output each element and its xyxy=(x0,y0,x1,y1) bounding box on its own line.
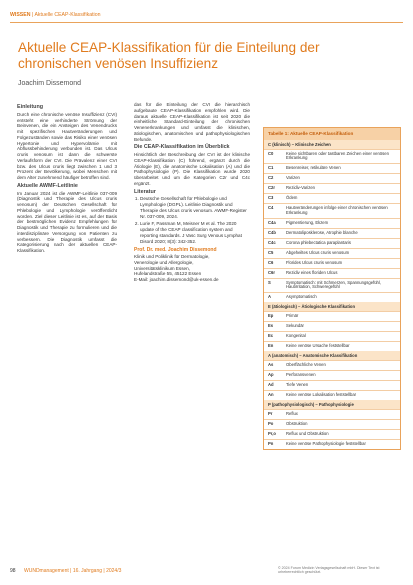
row-code: A xyxy=(268,294,272,300)
table-row xyxy=(264,390,400,400)
table-row xyxy=(264,321,400,331)
row-code: Po xyxy=(268,421,274,427)
paragraph: das für die Einteilung der CVI die hierarchisch aufgebaute CEAP-Klassifikation empfohlen wird. Die daraus aktuelle CEAP-Klassifikation ist seit 2020 die einheitliche Standard-Einteilung der chronischen Venenerkrankungen und umfasst die klinischen, ätiologischen, anatomischen und pathophysiologischen Befunde. xyxy=(134,102,250,142)
table-title: Tabelle 1: Aktuelle CEAP-Klassifikation xyxy=(264,128,400,140)
row-code: C4c xyxy=(268,239,276,245)
header-rule xyxy=(10,22,403,23)
page-number: 98 xyxy=(10,568,16,574)
row-code: Es xyxy=(268,323,274,329)
table-row xyxy=(264,238,400,248)
table-row xyxy=(264,278,400,293)
contact-email: E-Mail: joachim.dissemond@uk-essen.de xyxy=(134,277,219,282)
contact-block xyxy=(134,248,250,283)
table-row xyxy=(264,228,400,238)
row-code: S xyxy=(268,279,271,285)
table-section-header: C (klinisch) – Klinische Zeichen xyxy=(264,140,400,149)
table-row xyxy=(264,203,400,218)
reference-item: 2. Lurie F, Passman M, Meisner M et al. The 2020 update of the CEAP classification system and reporting standards. J Vasc Surg Venous Lymphat Disord 2020; 8(3): 342-352. xyxy=(140,221,250,244)
ceap-table xyxy=(263,127,401,450)
row-description: Rezidiv eines floriden Ulcus xyxy=(286,269,338,275)
row-code: As xyxy=(268,362,274,368)
table-section-header: P (pathophysiologisch) – Pathophysiologie xyxy=(264,400,400,409)
table-row xyxy=(264,268,400,278)
row-code: C2r xyxy=(268,185,275,191)
row-code: Pr,o xyxy=(268,431,276,437)
row-code: Ec xyxy=(268,333,274,339)
row-description: Pigmentierung, Ekzem xyxy=(286,219,329,225)
row-code: Pr xyxy=(268,411,273,417)
table-body xyxy=(264,140,400,450)
row-description: Keine venöse Pathophysiologie feststellbar xyxy=(286,441,366,447)
heading-ceap: Die CEAP-Klassifikation im Überblick xyxy=(134,144,230,151)
heading-literatur: Literatur xyxy=(134,188,156,195)
table-row xyxy=(264,218,400,228)
row-code: An xyxy=(268,392,274,398)
table-row xyxy=(264,183,400,193)
table-section-header: E (ätiologisch) – Ätiologische Klassifikation xyxy=(264,302,400,311)
table-row xyxy=(264,311,400,321)
row-code: C6r xyxy=(268,269,275,275)
row-description: Corona phlebectatica paraplantaris xyxy=(286,239,351,245)
row-code: Ad xyxy=(268,382,274,388)
row-code: C4b xyxy=(268,229,276,235)
running-header xyxy=(0,10,413,20)
row-code: Ap xyxy=(268,372,274,378)
contact-line: Venerologie und Allergologie, xyxy=(134,259,194,265)
row-code: Ep xyxy=(268,313,274,319)
row-description: Keine venöse Ursache feststellbar xyxy=(286,343,350,349)
row-description: Besenreiser, retikuläre Venen xyxy=(286,165,341,171)
section-tag xyxy=(10,10,100,20)
row-description: Asymptomatisch xyxy=(286,294,317,300)
section-name: WISSEN xyxy=(10,12,31,18)
table-row xyxy=(264,248,400,258)
text-column-left xyxy=(17,102,117,256)
separator: | xyxy=(31,12,34,18)
row-description: Dermatoliposklerose, Atrophie blanche xyxy=(286,229,358,235)
row-code: C5 xyxy=(268,249,274,255)
table-row xyxy=(264,429,400,439)
journal-info: WUNDmanagement | 16. Jahrgang | 2024/3 xyxy=(24,568,122,574)
contact-line: Universitätsklinikum Essen, xyxy=(134,265,190,271)
row-description: Primär xyxy=(286,313,299,319)
subsection-name: Aktuelle CEAP-Klassifikation xyxy=(34,12,101,18)
row-code: C4 xyxy=(268,205,274,211)
table-row xyxy=(264,292,400,302)
table-row xyxy=(264,409,400,419)
reference-list xyxy=(134,196,250,244)
row-description: Keine venöse Lokalisation feststellbar xyxy=(286,392,357,398)
row-description: Obstruktion xyxy=(286,421,308,427)
contact-line: Klinik und Poliklinik für Dermatologie, xyxy=(134,254,210,259)
table-row xyxy=(264,193,400,203)
table-row xyxy=(264,360,400,370)
row-code: Pn xyxy=(268,441,274,447)
row-description: Perforansvenen xyxy=(286,372,316,378)
text-column-middle xyxy=(134,102,250,283)
heading-leitlinie: Aktuelle AWMF-Leitlinie xyxy=(17,182,78,189)
row-description: Ödem xyxy=(286,195,298,201)
contact-line: Hufelandstraße 55, 45122 Essen xyxy=(134,271,202,277)
paragraph: Hinsichtlich der Beschreibung der CVI ist der klinische CEAP-Klassifikation (C) führend, ergänzt durch die Ätiologie (E), die anatomische Lokalisation (A) und die Pathophysiologie (P). Die Klassifikation wurde 2020 überarbeitet und um die Kategorien C2r und C4c ergänzt. xyxy=(134,152,250,186)
table-row xyxy=(264,419,400,429)
row-code: C3 xyxy=(268,195,274,201)
table-row xyxy=(264,173,400,183)
table-row xyxy=(264,380,400,390)
table-row xyxy=(264,341,400,351)
heading-einleitung: Einleitung xyxy=(17,104,44,110)
row-description: Rezidiv-Varizen xyxy=(286,185,316,191)
article-title: Aktuelle CEAP-Klassifikation für die Einteilung der chronischen venösen Insuffizienz xyxy=(18,40,320,71)
author-name: Joachim Dissemond xyxy=(18,80,82,87)
row-description: Oberflächliche Venen xyxy=(286,362,326,368)
row-description: Kongenital xyxy=(286,333,306,339)
row-code: C4a xyxy=(268,219,276,225)
row-description: Symptomatisch: mit Schmerzen, Spannungsgefühl, Hautirritation, Schweregefühl xyxy=(286,279,381,290)
row-description: Abgeheiltes Ulcus cruris venosum xyxy=(286,249,350,255)
table-section-header: A (anatomisch) – Anatomische Klassifikation xyxy=(264,351,400,360)
row-code: C2 xyxy=(268,175,274,181)
row-code: C1 xyxy=(268,165,274,171)
table-row xyxy=(264,258,400,268)
row-description: Reflux xyxy=(286,411,298,417)
row-description: Hautveränderungen infolge einer chronischen venösen Erkrankung xyxy=(286,205,388,215)
row-code: C6 xyxy=(268,259,274,265)
row-description: Reflux und Obstruktion xyxy=(286,431,329,437)
contact-name: Prof. Dr. med. Joachim Dissemond xyxy=(134,247,217,254)
row-description: Tiefe Venen xyxy=(286,382,309,388)
row-description: Sekundär xyxy=(286,323,304,329)
paragraph: Durch eine chronische venöse Insuffizienz (CVI) entsteht eine verhinderte Strömung der Beinvenen, die ein Ansteigen des Venendrucks mit spezifischen Hautveränderungen und Folgezuständen sowie das Risiko einer venösen Hypertonie und Hypervolämie mit Abflussbehinderung verbunden ist. Das Ulcus cruris venosum ist dann die schwerste Verlaufsform der CVI. Die Prävalenz einer CVI bzw. des Ulcus cruris liegt zwischen 1 und 3 Prozent der Bevölkerung, wobei Menschen mit dem Alter zunehmend häufiger betroffen sind. xyxy=(17,111,117,180)
paragraph: Im Januar 2024 ist die AWMF-Leitlinie 037-009 (Diagnostik und Therapie des Ulcus cruris venosum) der Deutschen Gesellschaft für Phlebologie und Lymphologie veröffentlicht worden. Ziel dieser Leitlinie ist es, auf der Basis der bestmöglichen Evidenz Empfehlungen für Diagnostik und Therapie zu formulieren und die interdisziplinäre Versorgung von Patienten zu verbessern. Die Diagnostik umfasst die Kategorisierung nach der aktuellen CEAP-Klassifikation. xyxy=(17,190,117,253)
copyright-note: © 2024 Forum Medizin Verlagsgesellschaft mbH. Dieser Text ist urheberrechtlich geschützt. xyxy=(278,566,380,575)
table-row xyxy=(264,370,400,380)
table-row xyxy=(264,439,400,449)
row-description: Varizen xyxy=(286,175,300,181)
row-description: Keine sichtbaren oder tastbaren Zeichen einer venösen Erkrankung xyxy=(286,150,389,161)
table-row xyxy=(264,331,400,341)
reference-item: 1. Deutsche Gesellschaft für Phlebologie und Lymphologie (DGPL). Leitlinie Diagnostik und Therapie des Ulcus cruris venosum. AWMF-Register Nr. 037-009, 2024. xyxy=(140,196,250,219)
row-code: En xyxy=(268,343,274,349)
table-row xyxy=(264,163,400,173)
page-footer xyxy=(0,566,413,580)
row-description: Florides Ulcus cruris venosum xyxy=(286,259,343,265)
table-row xyxy=(264,149,400,164)
row-code: C0 xyxy=(268,150,274,156)
